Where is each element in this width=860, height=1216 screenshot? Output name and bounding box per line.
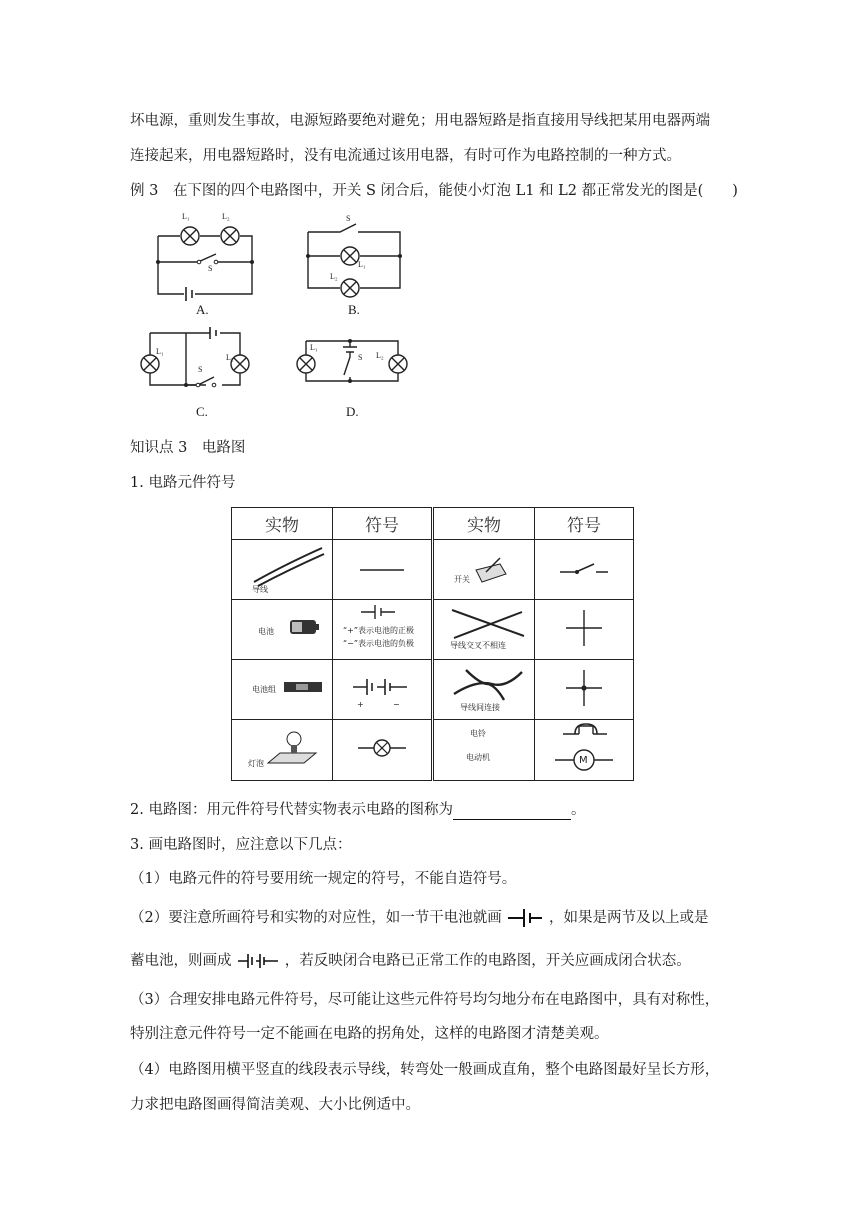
label-s: S bbox=[198, 365, 203, 374]
object-label: 灯泡 bbox=[248, 759, 264, 768]
note-3-line-2: 特别注意元件符号一定不能画在电路的拐角处，这样的电路图才清楚美观。 bbox=[130, 1026, 609, 1042]
paragraph-line-2: 连接起来，用电器短路时，没有电流通过该用电器，有时可作为电路控制的一种方式。 bbox=[130, 148, 681, 164]
multi-cell-symbol bbox=[236, 951, 280, 971]
paragraph-line-1: 坏电源，重则发生事故，电源短路要绝对避免；用电器短路是指直接用导线把某用电器两端 bbox=[130, 113, 710, 129]
label-l2: L₂ bbox=[226, 353, 234, 362]
symbol-bell-motor bbox=[535, 720, 634, 781]
circuit-a-diagram bbox=[150, 212, 260, 302]
object-label-bell: 电铃 bbox=[470, 729, 486, 738]
object-wires-joined bbox=[433, 660, 535, 720]
battery-note-minus: “−”表示电池的负极 bbox=[343, 639, 414, 648]
item-2-end: 。 bbox=[570, 802, 586, 818]
symbol-table bbox=[231, 507, 634, 781]
label-l2: L₂ bbox=[376, 351, 384, 360]
circuit-b-diagram bbox=[300, 212, 410, 302]
circuit-b bbox=[300, 212, 410, 302]
table-header-row bbox=[232, 508, 634, 540]
note-2-text-b: ，如果是两节及以上或是 bbox=[548, 910, 709, 926]
battery-pack-picture bbox=[234, 660, 330, 715]
header-symbol: 符号 bbox=[333, 508, 433, 540]
label-l2: L₂ bbox=[330, 272, 338, 281]
circuit-d-diagram bbox=[290, 325, 410, 400]
circuit-c bbox=[140, 325, 260, 400]
object-switch bbox=[433, 540, 535, 600]
note-2-line-1 bbox=[130, 907, 708, 929]
note-2-text-c: 蓄电池，则画成 bbox=[130, 953, 232, 969]
symbol-battery-pack bbox=[333, 660, 433, 720]
bell-motor-symbol bbox=[549, 720, 619, 776]
object-label: 导线交叉不相连 bbox=[450, 641, 506, 650]
object-label: 开关 bbox=[454, 575, 470, 584]
circuit-b-caption: B. bbox=[348, 302, 360, 317]
label-l1: L₁ bbox=[310, 343, 318, 352]
symbol-wires-crossing bbox=[535, 600, 634, 660]
table-row bbox=[232, 540, 634, 600]
circuit-d bbox=[290, 325, 410, 400]
note-4-line-1: （4）电路图用横平竖直的线段表示导线，转弯处一般画成直角，整个电路图最好呈长方形， bbox=[130, 1062, 720, 1078]
wire-picture bbox=[234, 540, 330, 595]
header-object: 实物 bbox=[433, 508, 535, 540]
label-s: S bbox=[346, 214, 351, 223]
item-2 bbox=[130, 800, 585, 820]
item-2-text: 2. 电路图：用元件符号代替实物表示电路的图称为 bbox=[130, 802, 453, 818]
symbol-wire bbox=[333, 540, 433, 600]
label-s: S bbox=[358, 353, 363, 362]
note-1: （1）电路元件的符号要用统一规定的符号，不能自造符号。 bbox=[130, 871, 517, 887]
item-3: 3. 画电路图时，应注意以下几点： bbox=[130, 837, 352, 853]
header-symbol: 符号 bbox=[535, 508, 634, 540]
note-2-text-d: ，若反映闭合电路已正常工作的电路图，开关应画成闭合状态。 bbox=[284, 953, 691, 969]
switch-picture bbox=[436, 540, 532, 595]
circuit-c-caption: C. bbox=[196, 404, 208, 419]
table-row bbox=[232, 720, 634, 781]
object-wire bbox=[232, 540, 333, 600]
note-2-line-2 bbox=[130, 951, 691, 971]
section-heading: 知识点 3 电路图 bbox=[130, 440, 246, 456]
object-label: 导线间连接 bbox=[460, 703, 500, 712]
label-l1: L₁ bbox=[358, 260, 366, 269]
object-label: 导线 bbox=[252, 585, 268, 594]
circuit-a-caption: A. bbox=[196, 302, 209, 317]
item-1: 1. 电路元件符号 bbox=[130, 475, 236, 491]
object-bell-motor bbox=[433, 720, 535, 781]
label-s: S bbox=[208, 264, 213, 273]
note-4-line-2: 力求把电路图画得简洁美观、大小比例适中。 bbox=[130, 1097, 420, 1113]
header-object: 实物 bbox=[232, 508, 333, 540]
object-label: 电池 bbox=[258, 627, 274, 636]
symbol-bulb bbox=[333, 720, 433, 781]
symbol-battery bbox=[333, 600, 433, 660]
object-battery bbox=[232, 600, 333, 660]
symbol-switch bbox=[535, 540, 634, 600]
object-battery-pack bbox=[232, 660, 333, 720]
note-2-text-a: （2）要注意所画符号和实物的对应性，如一节干电池就画 bbox=[130, 910, 502, 926]
object-bulb bbox=[232, 720, 333, 781]
single-cell-symbol bbox=[506, 907, 544, 929]
table-row bbox=[232, 600, 634, 660]
object-label: 电池组 bbox=[252, 685, 276, 694]
symbol-wires-joined bbox=[535, 660, 634, 720]
example-3-question: 例 3 在下图的四个电路图中，开关 S 闭合后，能使小灯泡 L1 和 L2 都正常发光的图是( ) bbox=[130, 183, 738, 199]
object-wires-crossing bbox=[433, 600, 535, 660]
plus-sign: + bbox=[357, 700, 364, 709]
minus-sign: − bbox=[393, 700, 400, 709]
label-l2: L₂ bbox=[222, 212, 230, 221]
motor-letter: M bbox=[579, 755, 588, 766]
circuit-a bbox=[150, 212, 260, 302]
table-row bbox=[232, 660, 634, 720]
battery-picture bbox=[234, 600, 330, 655]
object-label-motor: 电动机 bbox=[466, 753, 490, 762]
note-3-line-1: （3）合理安排电路元件符号，尽可能让这些元件符号均匀地分布在电路图中，具有对称性， bbox=[130, 992, 720, 1008]
label-l1: L₁ bbox=[156, 347, 164, 356]
answer-blank[interactable] bbox=[453, 805, 571, 820]
circuit-c-diagram bbox=[140, 325, 260, 400]
battery-note-plus: “+”表示电池的正极 bbox=[343, 626, 414, 635]
label-l1: L₁ bbox=[182, 212, 190, 221]
circuit-d-caption: D. bbox=[346, 404, 359, 419]
